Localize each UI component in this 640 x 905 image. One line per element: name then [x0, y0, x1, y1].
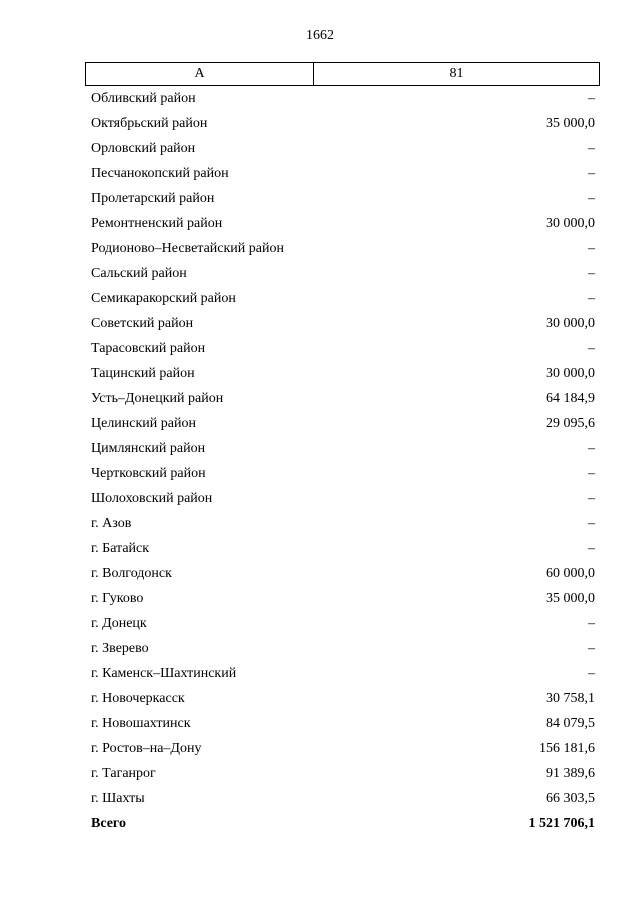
- row-value: –: [588, 240, 595, 256]
- table-row: [91, 361, 595, 386]
- row-name: г. Новошахтинск: [91, 715, 191, 731]
- table-row: [91, 636, 595, 661]
- row-value: 30 758,1: [546, 690, 595, 706]
- row-value: –: [588, 190, 595, 206]
- row-value: 30 000,0: [546, 315, 595, 331]
- row-value: 84 079,5: [546, 715, 595, 731]
- row-value: –: [588, 165, 595, 181]
- table-row: [91, 261, 595, 286]
- row-name: г. Азов: [91, 515, 132, 531]
- row-value: –: [588, 640, 595, 656]
- table-row: [91, 686, 595, 711]
- row-name: Советский район: [91, 315, 194, 331]
- row-name: Родионово–Несветайский район: [91, 240, 284, 256]
- page-number: 1662: [306, 28, 334, 43]
- table-row: [91, 311, 595, 336]
- table-row: [91, 511, 595, 536]
- table-row: [91, 736, 595, 761]
- table-row: [91, 536, 595, 561]
- row-name: г. Донецк: [91, 615, 147, 631]
- table-row: [91, 236, 595, 261]
- row-name: г. Гуково: [91, 590, 144, 606]
- row-value: –: [588, 490, 595, 506]
- row-name: г. Зверево: [91, 640, 149, 656]
- row-value: –: [588, 515, 595, 531]
- header-column-81: 81: [449, 66, 464, 81]
- row-name: г. Волгодонск: [91, 565, 172, 581]
- table-row: [91, 461, 595, 486]
- table-row: [91, 161, 595, 186]
- row-value: –: [588, 665, 595, 681]
- row-value: 60 000,0: [546, 565, 595, 581]
- table-row: [91, 436, 595, 461]
- table-body: [91, 86, 595, 836]
- row-value: 66 303,5: [546, 790, 595, 806]
- row-name: Тацинский район: [91, 365, 195, 381]
- row-name: г. Новочеркасск: [91, 690, 185, 706]
- row-name: Цимлянский район: [91, 440, 206, 456]
- row-value: –: [588, 540, 595, 556]
- table-row: [91, 711, 595, 736]
- table-row: [91, 611, 595, 636]
- row-value: –: [588, 290, 595, 306]
- table-header: [85, 62, 600, 86]
- row-value: –: [588, 265, 595, 281]
- table-row: [91, 761, 595, 786]
- row-value: –: [588, 90, 595, 106]
- table-row: [91, 486, 595, 511]
- table-row: [91, 286, 595, 311]
- row-name: Тарасовский район: [91, 340, 206, 356]
- row-value: 30 000,0: [546, 215, 595, 231]
- row-name: г. Батайск: [91, 540, 150, 556]
- row-name: Чертковский район: [91, 465, 206, 481]
- row-value: 91 389,6: [546, 765, 595, 781]
- row-name: г. Таганрог: [91, 765, 156, 781]
- table-row: [91, 786, 595, 811]
- table-row: [91, 186, 595, 211]
- row-value: 30 000,0: [546, 365, 595, 381]
- table-row: [91, 211, 595, 236]
- row-name: Обливский район: [91, 90, 196, 106]
- row-name: Усть–Донецкий район: [91, 390, 224, 406]
- table-row: [91, 111, 595, 136]
- row-name: Ремонтненский район: [91, 215, 223, 231]
- row-name: г. Каменск–Шахтинский: [91, 665, 237, 681]
- row-name: Пролетарский район: [91, 190, 215, 206]
- row-name: Песчанокопский район: [91, 165, 229, 181]
- row-value: –: [588, 340, 595, 356]
- table-row: [91, 411, 595, 436]
- table-row: [91, 586, 595, 611]
- row-value: –: [588, 440, 595, 456]
- table-row: [91, 136, 595, 161]
- row-value: 35 000,0: [546, 590, 595, 606]
- row-name: Октябрьский район: [91, 115, 208, 131]
- row-value: 156 181,6: [539, 740, 595, 756]
- row-value: 29 095,6: [546, 415, 595, 431]
- table-row: [91, 86, 595, 111]
- row-name: г. Ростов–на–Дону: [91, 740, 202, 756]
- table-row: [91, 336, 595, 361]
- table-row: [91, 661, 595, 686]
- row-name: Орловский район: [91, 140, 196, 156]
- row-name: г. Шахты: [91, 790, 145, 806]
- row-name: Целинский район: [91, 415, 196, 431]
- row-name: Семикаракорский район: [91, 290, 236, 306]
- row-value: –: [588, 615, 595, 631]
- total-row: [91, 811, 595, 836]
- total-value: 1 521 706,1: [528, 815, 595, 831]
- row-value: –: [588, 465, 595, 481]
- row-value: –: [588, 140, 595, 156]
- row-name: Шолоховский район: [91, 490, 213, 506]
- header-column-a: А: [86, 63, 314, 85]
- table-row: [91, 561, 595, 586]
- table-row: [91, 386, 595, 411]
- total-label: Всего: [91, 815, 126, 831]
- row-value: 64 184,9: [546, 390, 595, 406]
- row-name: Сальский район: [91, 265, 187, 281]
- row-value: 35 000,0: [546, 115, 595, 131]
